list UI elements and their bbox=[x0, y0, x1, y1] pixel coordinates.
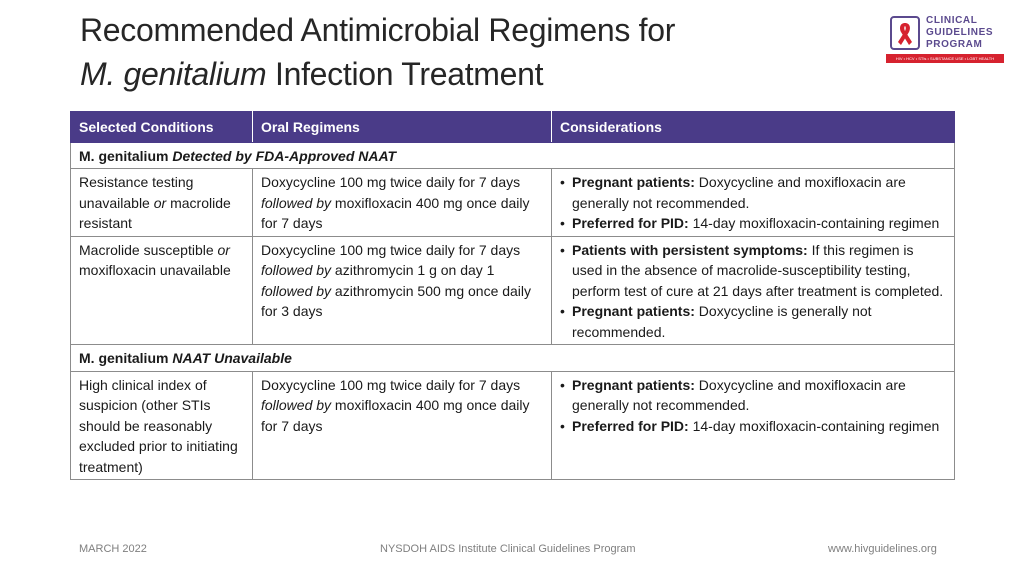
condition-cell bbox=[71, 236, 253, 345]
regimen-text: azithromycin 500 mg once daily for 3 days bbox=[261, 282, 532, 319]
consideration-label: Pregnant patients: bbox=[572, 376, 695, 393]
logo-topics-strip: HIV • HCV • STIs • SUBSTANCE USE • LGBT HEALTH bbox=[886, 54, 1004, 63]
header-selected-conditions: Selected Conditions bbox=[71, 112, 253, 143]
condition-or: or bbox=[217, 241, 230, 258]
condition-or: or bbox=[153, 194, 167, 211]
list-item bbox=[560, 416, 947, 437]
list-item bbox=[560, 240, 947, 302]
considerations-cell bbox=[552, 236, 955, 345]
consideration-text: Doxycycline is generally not recommended. bbox=[572, 303, 872, 340]
table-row bbox=[71, 169, 955, 237]
consideration-text: Doxycycline and moxifloxacin are generally not recommended. bbox=[572, 376, 906, 413]
regimens-table bbox=[70, 111, 955, 480]
section-italic: NAAT Unavailable bbox=[172, 350, 292, 366]
consideration-text: If this regimen is used in the absence of macrolide-susceptibility testing, perform test of cure at 21 days after treatment is completed. bbox=[572, 241, 944, 299]
header-oral-regimens: Oral Regimens bbox=[253, 112, 552, 143]
considerations-cell bbox=[552, 371, 955, 480]
condition-text: macrolide resistant bbox=[79, 194, 231, 231]
consideration-label: Patients with persistent symptoms: bbox=[572, 241, 808, 258]
title-line-2 bbox=[80, 52, 870, 96]
regimen-text: Doxycycline 100 mg twice daily for 7 days bbox=[261, 174, 521, 190]
section-heading bbox=[71, 345, 955, 372]
footer-program: NYSDOH AIDS Institute Clinical Guidelines Program bbox=[380, 543, 636, 555]
condition-text: Macrolide susceptible bbox=[79, 241, 218, 258]
regimen-cell bbox=[253, 371, 552, 480]
table-row bbox=[71, 236, 955, 345]
consideration-label: Preferred for PID: bbox=[572, 417, 689, 434]
regimen-followed-by: followed by bbox=[261, 282, 332, 299]
section-italic: Detected by FDA-Approved NAAT bbox=[172, 147, 397, 164]
regimen-text: Doxycycline 100 mg twice daily for 7 days bbox=[261, 376, 521, 393]
regimen-cell bbox=[253, 236, 552, 345]
table-row bbox=[71, 371, 955, 480]
considerations-list bbox=[560, 240, 947, 343]
list-item bbox=[560, 375, 947, 416]
list-item bbox=[560, 301, 947, 342]
logo-line-2: GUIDELINES bbox=[926, 27, 994, 38]
table-header-row bbox=[71, 112, 955, 143]
list-item bbox=[560, 172, 947, 213]
regimen-text: moxifloxacin 400 mg once daily for 7 days bbox=[261, 194, 530, 231]
logo-text bbox=[926, 15, 1004, 51]
condition-cell: High clinical index of suspicion (other STIs should be reasonably excluded prior to initiating treatment) bbox=[71, 371, 253, 480]
title-organism: M. genitalium bbox=[80, 56, 267, 92]
regimen-cell bbox=[253, 169, 552, 237]
regimen-followed-by: followed by bbox=[261, 194, 332, 211]
considerations-cell bbox=[552, 169, 955, 237]
logo-line-3: PROGRAM bbox=[926, 39, 983, 50]
page-title bbox=[80, 8, 870, 96]
footer-date: MARCH 2022 bbox=[79, 543, 147, 555]
title-line-1: Recommended Antimicrobial Regimens for bbox=[80, 12, 676, 48]
condition-cell bbox=[71, 169, 253, 237]
regimen-text: azithromycin 1 g on day 1 bbox=[331, 262, 495, 278]
condition-text: Resistance testing unavailable bbox=[79, 174, 194, 211]
title-line-2-rest: Infection Treatment bbox=[266, 56, 544, 92]
regimen-followed-by: followed by bbox=[261, 397, 332, 413]
consideration-text: 14-day moxifloxacin-containing regimen bbox=[688, 215, 940, 231]
section-row-naat-detected bbox=[71, 142, 955, 169]
section-bold: M. genitalium bbox=[79, 147, 173, 164]
considerations-list bbox=[560, 375, 947, 437]
regimen-text: Doxycycline 100 mg twice daily for 7 days bbox=[261, 241, 521, 258]
considerations-list bbox=[560, 172, 947, 234]
footer-url: www.hivguidelines.org bbox=[828, 543, 937, 555]
condition-text: moxifloxacin unavailable bbox=[79, 262, 231, 278]
section-heading bbox=[71, 142, 955, 169]
consideration-label: Preferred for PID: bbox=[572, 215, 689, 231]
logo-line-1: CLINICAL bbox=[926, 15, 978, 26]
regimen-text: moxifloxacin 400 mg once daily for 7 days bbox=[261, 397, 530, 434]
ribbon-icon bbox=[890, 16, 920, 50]
header-considerations: Considerations bbox=[552, 112, 955, 143]
section-row-naat-unavailable bbox=[71, 345, 955, 372]
regimen-followed-by: followed by bbox=[261, 262, 332, 278]
consideration-label: Pregnant patients: bbox=[572, 174, 695, 190]
consideration-text: 14-day moxifloxacin-containing regimen bbox=[688, 417, 940, 434]
section-bold: M. genitalium bbox=[79, 350, 173, 366]
consideration-label: Pregnant patients: bbox=[572, 303, 695, 319]
consideration-text: Doxycycline and moxifloxacin are generally not recommended. bbox=[572, 174, 906, 211]
clinical-guidelines-program-logo bbox=[886, 14, 1004, 64]
list-item bbox=[560, 213, 947, 234]
